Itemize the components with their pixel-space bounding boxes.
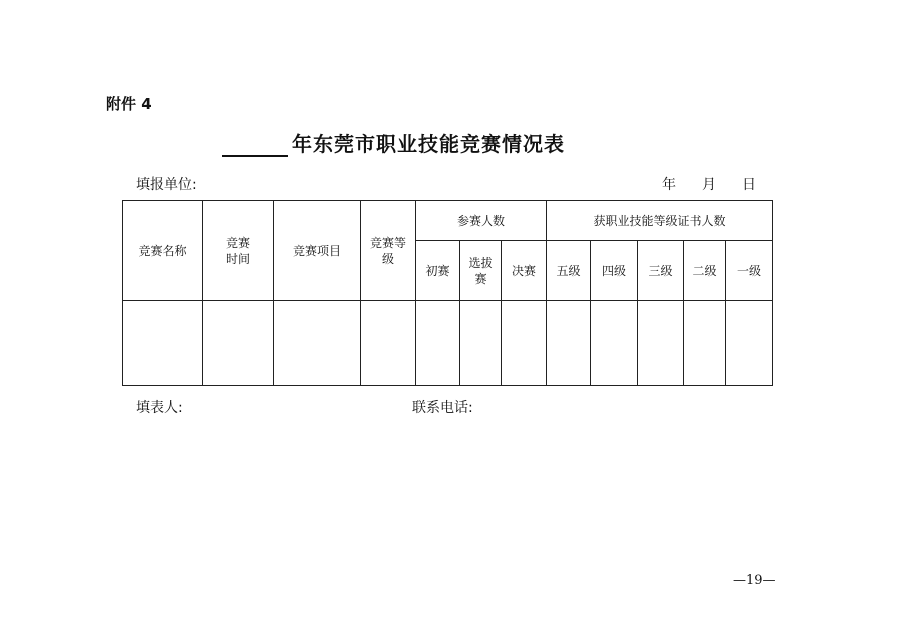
table-cell[interactable] <box>684 301 726 386</box>
header-level-5: 五级 <box>547 241 591 301</box>
header-level-2: 二级 <box>684 241 726 301</box>
table-cell[interactable] <box>726 301 773 386</box>
table-cell[interactable] <box>502 301 547 386</box>
form-unit-label: 填报单位: <box>136 177 197 193</box>
table-cell[interactable] <box>203 301 274 386</box>
header-competition-time: 竞赛 时间 <box>203 201 274 301</box>
date-labels <box>662 174 756 194</box>
header-selection: 选拔 赛 <box>460 241 502 301</box>
table-cell[interactable] <box>416 301 460 386</box>
table-cell[interactable] <box>547 301 591 386</box>
filler-label: 填表人: <box>136 400 183 416</box>
title-row <box>222 128 565 157</box>
header-competition-name: 竞赛名称 <box>123 201 203 301</box>
phone-label: 联系电话: <box>412 400 473 416</box>
header-level-1: 一级 <box>726 241 773 301</box>
page-title: 年东莞市职业技能竞赛情况表 <box>292 132 565 156</box>
competition-table <box>122 200 773 386</box>
header-competition-level: 竞赛等 级 <box>361 201 416 301</box>
date-day-label: 日 <box>742 177 756 193</box>
annex-label: 附件 4 <box>106 95 152 113</box>
header-certificates-group: 获职业技能等级证书人数 <box>547 201 773 241</box>
header-participants-group: 参赛人数 <box>416 201 547 241</box>
header-level-4: 四级 <box>591 241 638 301</box>
table-row <box>123 301 773 386</box>
header-competition-project: 竞赛项目 <box>274 201 361 301</box>
date-year-label: 年 <box>662 177 676 193</box>
header-level-3: 三级 <box>638 241 684 301</box>
date-month-label: 月 <box>702 177 716 193</box>
header-final: 决赛 <box>502 241 547 301</box>
table-cell[interactable] <box>460 301 502 386</box>
table-cell[interactable] <box>638 301 684 386</box>
year-blank <box>222 135 288 157</box>
table-cell[interactable] <box>274 301 361 386</box>
table-cell[interactable] <box>123 301 203 386</box>
header-preliminary: 初赛 <box>416 241 460 301</box>
page-number: —19— <box>733 573 776 588</box>
table-cell[interactable] <box>361 301 416 386</box>
table-cell[interactable] <box>591 301 638 386</box>
